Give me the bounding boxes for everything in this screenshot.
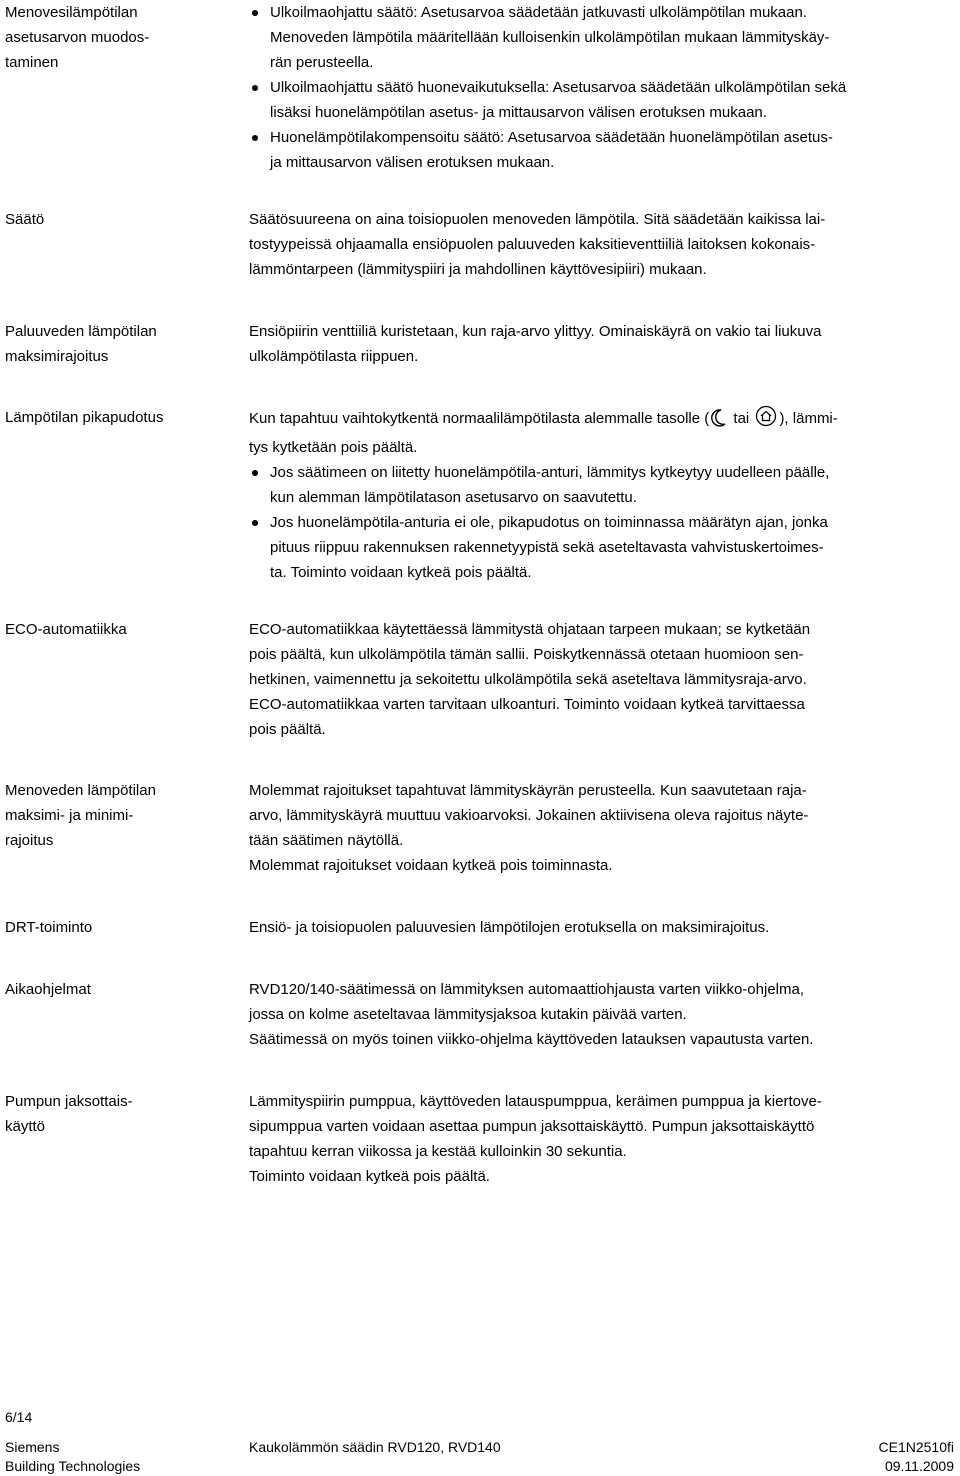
text-line: pois päältä.: [249, 721, 326, 738]
label-line: Menoveden lämpötilan: [5, 782, 156, 799]
label-line: DRT-toiminto: [5, 919, 93, 936]
text-line: tään säätimen näytöllä.: [249, 832, 404, 849]
text-line: RVD120/140-säätimessä on lämmityksen automaattiohjausta varten viikko-ohjelma,: [249, 981, 804, 998]
bullet-line: Jos säätimeen on liitetty huonelämpötila-anturi, lämmitys kytkeytyy uudelleen päälle,: [249, 460, 949, 485]
text-line: ta. Toiminto voidaan kytkeä pois päältä.: [270, 564, 532, 581]
label-line: Menovesilämpötilan: [5, 4, 138, 21]
text-line: ulkolämpötilasta riippuen.: [249, 348, 419, 365]
moon-icon: [711, 409, 727, 435]
text-line: Molemmat rajoitukset tapahtuvat lämmityskäyrän perusteella. Kun saavutetaan raja-: [249, 782, 807, 799]
section-body: [249, 207, 949, 282]
text-line: Molemmat rajoitukset voidaan kytkeä pois toiminnasta.: [249, 857, 613, 874]
section-label: [5, 977, 225, 1002]
text-line: Säätimessä on myös toinen viikko-ohjelma käyttöveden latauksen vapautusta varten.: [249, 1031, 814, 1048]
footer-date: 09.11.2009: [884, 1458, 954, 1474]
label-line: Aikaohjelmat: [5, 981, 91, 998]
text-line: lämmöntarpeen (lämmityspiiri ja mahdollinen käyttövesipiiri) mukaan.: [249, 261, 707, 278]
section-body: [249, 915, 949, 940]
section-body: [249, 977, 949, 1052]
footer-doc-title: Kaukolämmön säädin RVD120, RVD140: [249, 1439, 501, 1455]
label-line: ECO-automatiikka: [5, 621, 127, 638]
text-line: Toiminto voidaan kytkeä pois päältä.: [249, 1168, 490, 1185]
section-body: [249, 1089, 949, 1189]
text-line: pois päältä, kun ulkolämpötila tämän sallii. Poiskytkennässä otetaan huomioon sen-: [249, 646, 804, 663]
text-line: Ensiöpiirin venttiiliä kuristetaan, kun raja-arvo ylittyy. Ominaiskäyrä on vakio tai liukuva: [249, 323, 822, 340]
label-line: Lämpötilan pikapudotus: [5, 409, 164, 426]
bullet-line: Huonelämpötilakompensoitu säätö: Asetusarvoa säädetään huonelämpötilan asetus-: [249, 125, 949, 150]
section-label: [5, 915, 225, 940]
bullet-line: Ulkoilmaohjattu säätö huonevaikutuksella: Asetusarvoa säädetään ulkolämpötilan sekä: [249, 75, 949, 100]
text-line: ECO-automatiikkaa käytettäessä lämmitystä ohjataan tarpeen mukaan; se kytketään: [249, 621, 811, 638]
section-label: [5, 405, 225, 430]
section-body: [249, 405, 949, 585]
footer-company: Siemens: [5, 1439, 60, 1455]
label-line: asetusarvon muodos-: [5, 29, 150, 46]
text-line: kun alemman lämpötilatason asetusarvo on saavutettu.: [270, 489, 637, 506]
text-line: sipumppua varten voidaan asettaa pumpun jaksottaiskäyttö. Pumpun jaksottaiskäyttö: [249, 1118, 815, 1135]
text-line: pituus riippuu rakennuksen rakennetyypistä sekä aseteltavasta vahvistuskertoimes-: [270, 539, 824, 556]
text-line: Säätösuureena on aina toisiopuolen menoveden lämpötila. Sitä säädetään kaikissa lai-: [249, 211, 826, 228]
section-label: [5, 207, 225, 232]
text-line: tostyypeissä ohjaamalla ensiöpuolen paluuveden kaksitieventtiiliä laitoksen kokonais-: [249, 236, 816, 253]
label-line: käyttö: [5, 1118, 46, 1135]
text-line: Ensiö- ja toisiopuolen paluuvesien lämpötilojen erotuksella on maksimirajoitus.: [249, 919, 770, 936]
section-body: [249, 778, 949, 878]
section-label: [5, 0, 225, 75]
section-label: [5, 617, 225, 642]
label-line: Paluuveden lämpötilan: [5, 323, 157, 340]
text-line: Lämmityspiirin pumppua, käyttöveden latauspumppua, keräimen pumppua ja kiertove-: [249, 1093, 822, 1110]
text-line: ECO-automatiikkaa varten tarvitaan ulkoanturi. Toiminto voidaan kytkeä tarvittaessa: [249, 696, 805, 713]
text-line: hetkinen, vaimennettu ja sekoitettu ulkolämpötila sekä aseteltava lämmitysraja-arvo.: [249, 671, 807, 688]
text-line: rän perusteella.: [270, 54, 374, 71]
frost-protection-icon: [755, 405, 777, 435]
label-line: rajoitus: [5, 832, 54, 849]
section-label: [5, 319, 225, 369]
label-line: taminen: [5, 54, 59, 71]
text-segment: Kun tapahtuu vaihtokytkentä normaalilämpötilasta alemmalle tasolle (: [249, 410, 710, 427]
section-label: [5, 1089, 225, 1139]
text-line: arvo, lämmityskäyrä muuttuu vakioarvoksi. Jokainen aktiivisena oleva rajoitus näyte-: [249, 807, 809, 824]
text-line: Menoveden lämpötila määritellään kulloisenkin ulkolämpötilan mukaan lämmityskäy-: [270, 29, 830, 46]
label-line: maksimirajoitus: [5, 348, 109, 365]
text-line: tys kytketään pois päältä.: [249, 439, 418, 456]
section-body: [249, 319, 949, 369]
section-label: [5, 778, 225, 853]
label-line: maksimi- ja minimi-: [5, 807, 134, 824]
text-line: lisäksi huonelämpötilan asetus- ja mittausarvon välisen erotuksen mukaan.: [270, 104, 767, 121]
text-line: [249, 405, 949, 435]
label-line: Säätö: [5, 211, 45, 228]
footer-division: Building Technologies: [5, 1458, 141, 1474]
bullet-line: Ulkoilmaohjattu säätö: Asetusarvoa säädetään jatkuvasti ulkolämpötilan mukaan.: [249, 0, 949, 25]
text-line: tapahtuu kerran viikossa ja kestää kulloinkin 30 sekuntia.: [249, 1143, 627, 1160]
footer-doc-id: CE1N2510fi: [878, 1439, 954, 1455]
text-segment: ), lämmi-: [779, 410, 838, 427]
bullet-line: Jos huonelämpötila-anturia ei ole, pikapudotus on toiminnassa määrätyn ajan, jonka: [249, 510, 949, 535]
label-line: Pumpun jaksottais-: [5, 1093, 133, 1110]
section-body: [249, 617, 949, 742]
text-segment: tai: [729, 410, 754, 427]
page-number: 6/14: [5, 1409, 33, 1425]
section-body: [249, 0, 949, 175]
text-line: jossa on kolme aseteltavaa lämmitysjaksoa kutakin päivää varten.: [249, 1006, 687, 1023]
text-line: ja mittausarvon välisen erotuksen mukaan.: [270, 154, 555, 171]
